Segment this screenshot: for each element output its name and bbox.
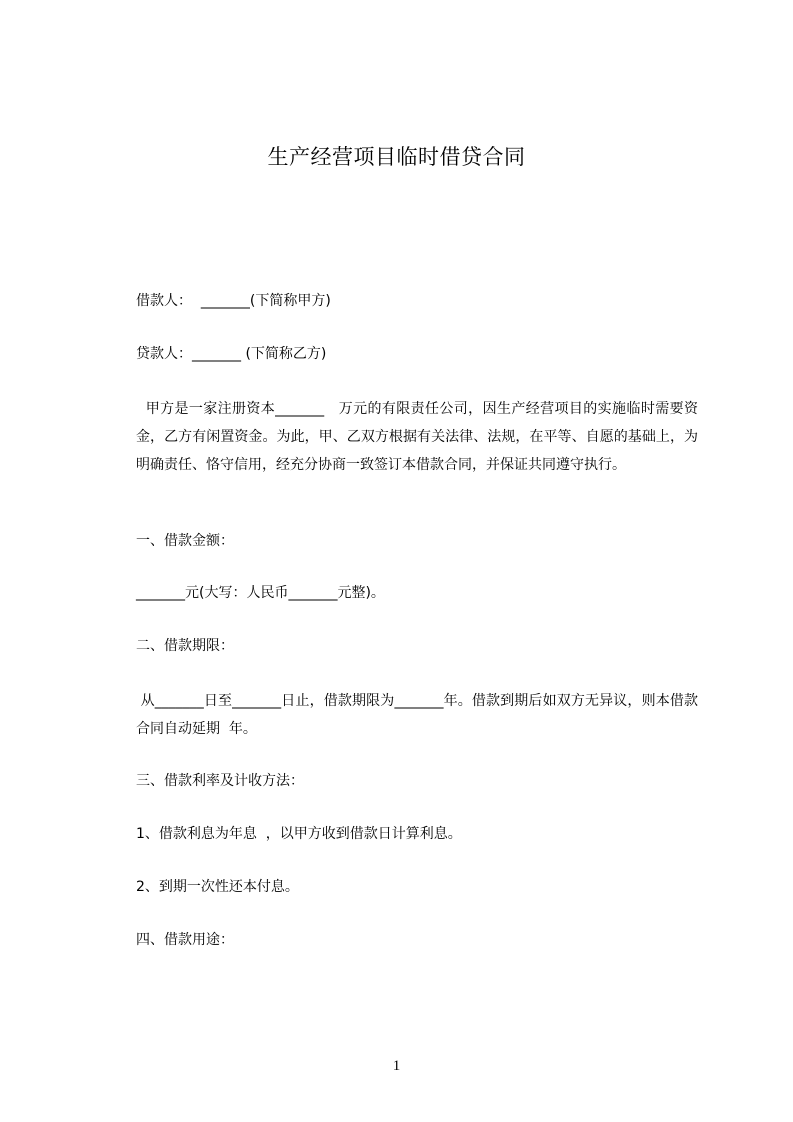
section1-amount: _______元(大写：人民币_______元整)。	[136, 585, 385, 601]
section3-item-2: 2、到期一次性还本付息。	[136, 879, 299, 895]
intro-paragraph: 甲方是一家注册资本_______ 万元的有限责任公司，因生产经营项目的实施临时需要资金，乙方有闲置资金。为此，甲、乙双方根据有关法律、法规，在平等、自愿的基础上，为明确责任、恪守信用，经充分协商一致签订本借款合同，并保证共同遵守执行。	[136, 401, 698, 473]
document-title: 生产经营项目临时借贷合同	[267, 145, 526, 169]
borrower-line: 借款人： _______(下简称甲方)	[136, 293, 331, 309]
section2-heading: 二、借款期限：	[136, 638, 234, 654]
lender-line: 贷款人：_______ (下简称乙方)	[136, 346, 327, 362]
section4-heading: 四、借款用途：	[136, 932, 234, 948]
section3-heading: 三、借款利率及计收方法：	[136, 773, 304, 789]
page-number: 1	[392, 1058, 401, 1074]
section3-item-1: 1、借款利息为年息 ，以甲方收到借款日计算利息。	[136, 826, 462, 842]
section1-heading: 一、借款金额：	[136, 533, 234, 549]
section2-paragraph: 从_______日至_______日止，借款期限为_______年。借款到期后如双方无异议，则本借款合同自动延期 年。	[136, 693, 698, 737]
